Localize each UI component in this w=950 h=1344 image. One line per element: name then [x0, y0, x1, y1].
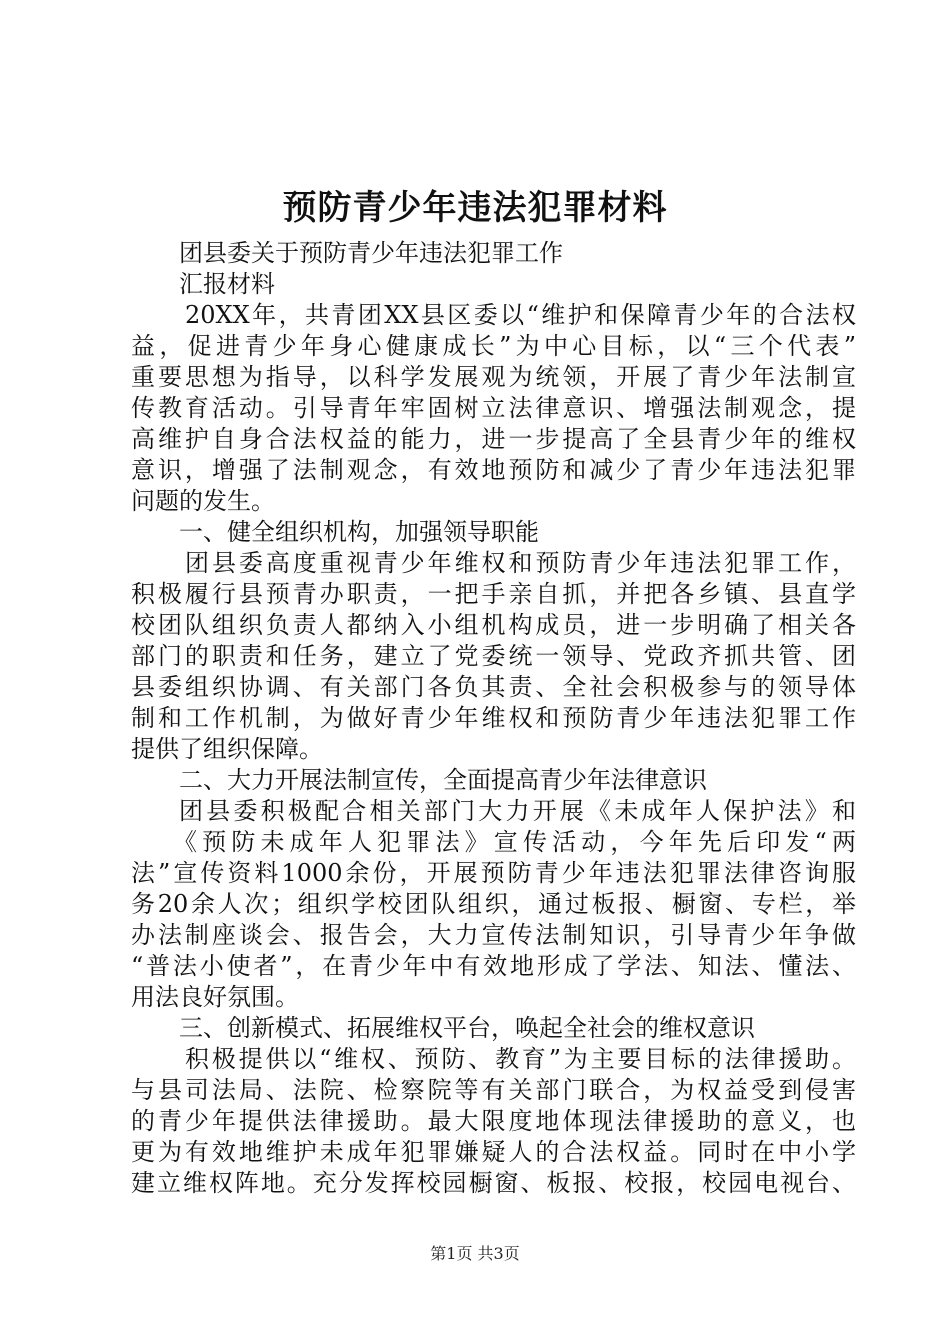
- text-line: 一、健全组织机构，加强领导职能: [179, 518, 539, 546]
- text-line: 问题的发生。: [131, 487, 275, 515]
- text-line: 高维护自身合法权益的能力，进一步提高了全县青少年的维权: [131, 425, 856, 453]
- page-footer: 第1页 共3页: [430, 1244, 520, 1263]
- text-line: 团县委关于预防青少年违法犯罪工作: [179, 239, 563, 267]
- text-line: 县委组织协调、有关部门各负其责、全社会积极参与的领导体: [131, 673, 856, 701]
- text-line: 意识，增强了法制观念，有效地预防和减少了青少年违法犯罪: [131, 456, 856, 484]
- text-line: 与县司法局、法院、检察院等有关部门联合，为权益受到侵害: [131, 1076, 856, 1104]
- text-line: 二、大力开展法制宣传，全面提高青少年法律意识: [179, 766, 707, 794]
- document-title: 预防青少年违法犯罪材料: [282, 188, 668, 228]
- text-line: 团县委积极配合相关部门大力开展《未成年人保护法》和: [179, 797, 856, 825]
- text-line: 团县委高度重视青少年维权和预防青少年违法犯罪工作，: [185, 549, 856, 577]
- text-line: 三、创新模式、拓展维权平台，唤起全社会的维权意识: [179, 1014, 755, 1042]
- text-line: 重要思想为指导，以科学发展观为统领，开展了青少年法制宣: [131, 363, 856, 391]
- text-line: 益，促进青少年身心健康成长”为中心目标，以“三个代表”: [131, 332, 856, 360]
- text-line: 制和工作机制，为做好青少年维权和预防青少年违法犯罪工作: [131, 704, 856, 732]
- text-line: “普法小使者”，在青少年中有效地形成了学法、知法、懂法、: [131, 952, 856, 980]
- text-line: 建立维权阵地。充分发挥校园橱窗、板报、校报，校园电视台、: [131, 1169, 856, 1197]
- text-line: 20XX年，共青团XX县区委以“维护和保障青少年的合法权: [185, 301, 856, 329]
- text-line: 的青少年提供法律援助。最大限度地体现法律援助的意义，也: [131, 1107, 856, 1135]
- text-line: 提供了组织保障。: [131, 735, 323, 763]
- text-line: 传教育活动。引导青年牢固树立法律意识、增强法制观念，提: [131, 394, 856, 422]
- text-line: 校团队组织负责人都纳入小组机构成员，进一步明确了相关各: [131, 611, 856, 639]
- text-line: 部门的职责和任务，建立了党委统一领导、党政齐抓共管、团: [131, 642, 856, 670]
- text-line: 法”宣传资料1000余份，开展预防青少年违法犯罪法律咨询服: [131, 859, 856, 887]
- text-line: 办法制座谈会、报告会，大力宣传法制知识，引导青少年争做: [131, 921, 856, 949]
- text-line: 更为有效地维护未成年犯罪嫌疑人的合法权益。同时在中小学: [131, 1138, 856, 1166]
- text-line: 务20余人次；组织学校团队组织，通过板报、橱窗、专栏，举: [131, 890, 856, 918]
- text-line: 用法良好氛围。: [131, 983, 299, 1011]
- document-body: [131, 238, 856, 1199]
- text-line: 《预防未成年人犯罪法》宣传活动，今年先后印发“两: [173, 828, 856, 856]
- text-line: 积极提供以“维权、预防、教育”为主要目标的法律援助。: [185, 1045, 856, 1073]
- text-line: 积极履行县预青办职责，一把手亲自抓，并把各乡镇、县直学: [131, 580, 856, 608]
- text-line: 汇报材料: [179, 270, 275, 298]
